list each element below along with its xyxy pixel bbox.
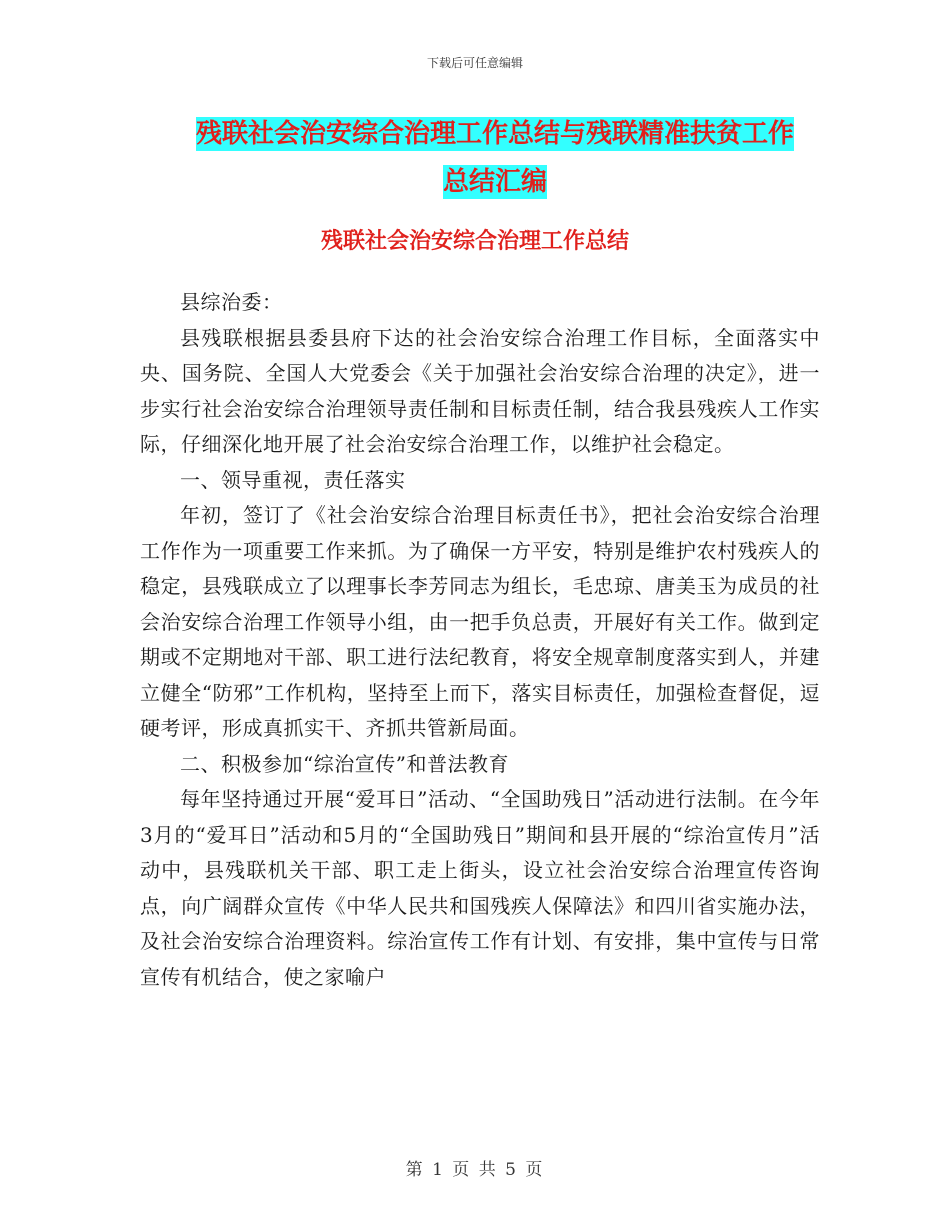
paragraph: 年初，签订了《社会治安综合治理目标责任书》，把社会治安综合治理工作作为一项重要工作来抓。为了确保一方平安，特别是维护农村残疾人的稳定，县残联成立了以理事长李芳同志为组长，毛忠琼、唐美玉为成员的社会治安综合治理工作领导小组，由一把手负总责，开展好有关工作。做到定期或不定期地对干部、职工进行法纪教育，将安全规章制度落实到人，并建立健全“防邪”工作机构，坚持至上而下，落实目标责任，加强检查督促，逗硬考评，形成真抓实干、齐抓共管新局面。 <box>140 503 820 740</box>
page-number: 第 1 页 共 5 页 <box>405 1160 545 1180</box>
document-title-line-1: 残联社会治安综合治理工作总结与残联精准扶贫工作 <box>195 119 794 149</box>
document-title <box>150 110 840 206</box>
subheading-1: 一、领导重视，责任落实 <box>180 467 406 492</box>
header-note: 下载后可任意编辑 <box>426 56 523 70</box>
document-title-line-2: 总结汇编 <box>442 167 547 197</box>
subheading-2: 二、积极参加“综治宣传”和普法教育 <box>180 751 509 776</box>
paragraph: 每年坚持通过开展“爱耳日”活动、“全国助残日”活动进行法制。在今年3月的“爱耳日”活动和5月的“全国助残日”期间和县开展的“综治宣传月”活动中，县残联机关干部、职工走上街头，设立社会治安综合治理宣传咨询点，向广阔群众宣传《中华人民共和国残疾人保障法》和四川省实施办法，及社会治安综合治理资料。综治宣传工作有计划、有安排，集中宣传与日常宣传有机结合，使之家喻户 <box>140 787 820 989</box>
document-body <box>140 285 820 995</box>
salutation: 县综治委： <box>180 290 283 314</box>
paragraph: 县残联根据县委县府下达的社会治安综合治理工作目标，全面落实中央、国务院、全国人大党委会《关于加强社会治安综合治理的决定》，进一步实行社会治安综合治理领导责任制和目标责任制，结合我县残疾人工作实际，仔细深化地开展了社会治安综合治理工作，以维护社会稳定。 <box>140 325 820 456</box>
section-title: 残联社会治安综合治理工作总结 <box>320 229 629 254</box>
